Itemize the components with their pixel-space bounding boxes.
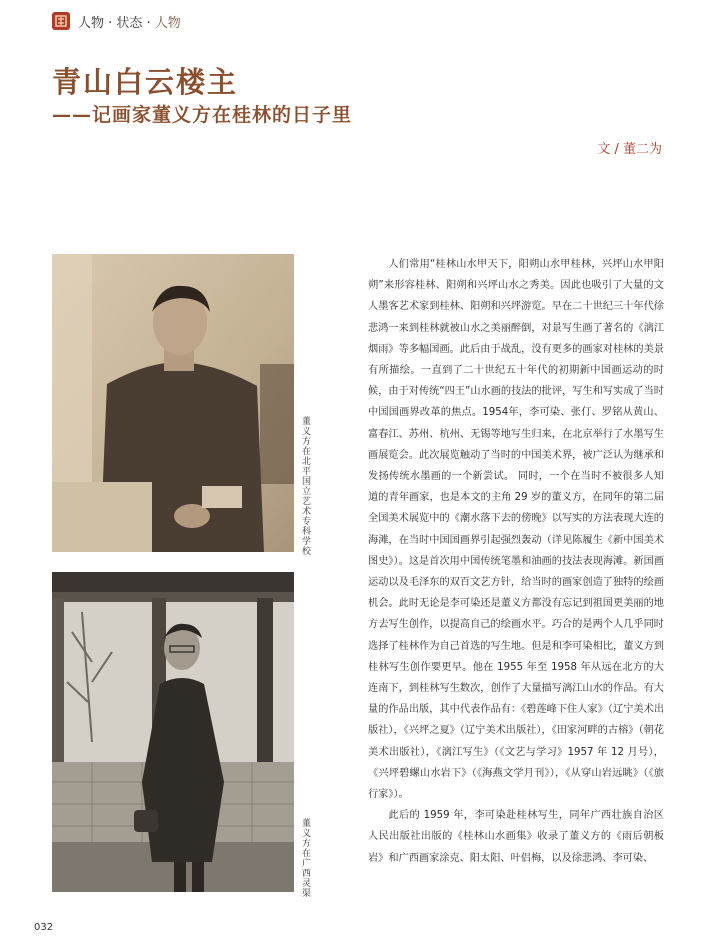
body-paragraph: 此后的 1959 年，李可染赴桂林写生，同年广西壮族自治区人民出版社出版的《桂林山水画集》收录了董义方的《雨后朝板岩》和广西画家涂克、阳太阳、叶侣梅，以及徐悲鸿、李可染、 [368, 810, 664, 864]
photo-beiping-academy [52, 254, 294, 552]
article-body [368, 254, 664, 869]
page-number: 032 [34, 922, 54, 933]
photo-caption-2: 董义方在广西灵渠 [300, 818, 310, 898]
photo-lingqu [52, 572, 294, 892]
portrait-photo-1-image [52, 254, 294, 552]
body-paragraph: 人们常用“桂林山水甲天下，阳朔山水甲桂林，兴坪山水甲阳朔”来形容桂林、阳朔和兴坪山水之秀美。因此也吸引了大量的文人墨客艺术家到桂林、阳朔和兴坪游览。早在二十世纪三十年代徐悲鸿一来到桂林就被山水之美丽醉倒，对景写生画了著名的《漓江烟雨》等多幅国画。此后由于战乱，没有更多的画家对桂林的美景有所描绘。一直到了二十世纪五十年代的初期新中国画运动的时候，由于对传统“四王”山水画的技法的批评，写生和写实成了当时中国国画界改革的焦点。1954年，李可染、张仃、罗铭从黄山、富春江、苏州、杭州、无锡等地写生归来，在北京举行了水墨写生画展览会。此次展览触动了当时的中国美术界，被广泛认为继承和发扬传统水墨画的一个新尝试。 同时，一个在当时不被很多人知道的青年画家，也是本文的主角 29 岁的董义方，在同年的第二届全国美术展览中的《潮水落下去的傍晚》以写实的方法表现大连的海滩，在当时中国国画界引起强烈轰动（详见陈履生《新中国美术图史》）。这是首次用中国传统笔墨和油画的技法表现海滩。新国画运动以及毛泽东的双百文艺方针，给当时的画家创造了独特的绘画机会。此时无论是李可染还是董义方都没有忘记到祖国更美丽的地方去写生创作，以提高自己的绘画水平。巧合的是两个人几乎同时选择了桂林作为自己首选的写生地。但是和李可染相比，董义方到桂林写生创作要更早。他在 1955 年至 1958 年从远在北方的大连南下，到桂林写生数次，创作了大量描写漓江山水的作品。有大量的作品出版，其中代表作品有：《碧莲峰下住人家》（辽宁美术出版社），《兴坪之夏》（辽宁美术出版社），《田家河畔的古榕》（朝花美术出版社），《漓江写生》（《文艺与学习》1957 年 12 月号），《兴坪碧螺山水岩下》（《海燕文学月刊》），《从穿山岩远眺》（《旅行家》）。 [368, 259, 664, 801]
section-label: 人物 · 状态 · 人物 [78, 15, 181, 31]
photo-caption-1: 董义方在北平国立艺术专科学校 [300, 416, 310, 556]
article-title: 青山白云楼主 [52, 65, 239, 99]
magazine-logo-icon [52, 12, 70, 30]
author-byline: 文 / 董二为 [597, 142, 662, 157]
section-header [52, 10, 181, 32]
article-subtitle: ——记画家董义方在桂林的日子里 [52, 104, 353, 126]
portrait-photo-2-image [52, 572, 294, 892]
